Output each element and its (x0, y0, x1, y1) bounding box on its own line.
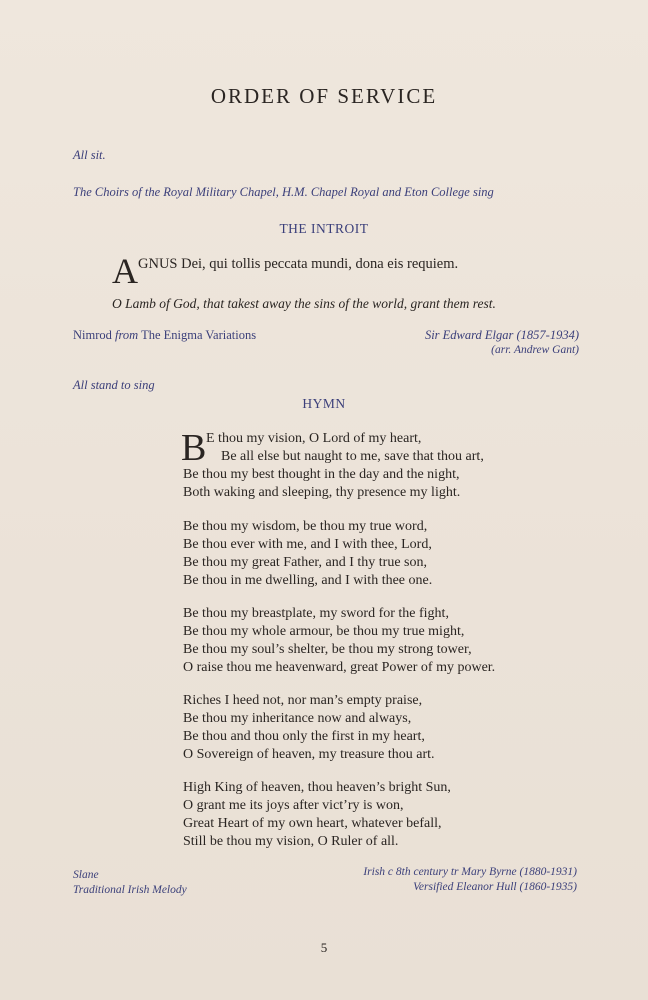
introit-latin-text: GNUS Dei, qui tollis peccata mundi, dona eis requiem. (138, 256, 459, 272)
hymn-line-3: Be thou my best thought in the day and the night, (183, 467, 460, 482)
hymn-line: Be thou my wisdom, be thou my true word, (183, 519, 428, 534)
rubric-all-sit: All sit. (73, 148, 106, 162)
hymn-line-1: E thou my vision, O Lord of my heart, (206, 431, 422, 446)
hymn-heading: HYMN (302, 396, 346, 411)
hymn-line: Riches I heed not, nor man’s empty praise, (183, 693, 423, 708)
hymn-line: O grant me its joys after vict’ry is won, (183, 798, 404, 813)
hymn-tune-origin: Traditional Irish Melody (73, 884, 187, 896)
hymn-line-2: Be all else but naught to me, save that thou art, (221, 449, 484, 464)
hymn-stanza-4 (183, 692, 435, 764)
hymn-line: Be thou my inheritance now and always, (183, 711, 412, 726)
hymn-drop-cap: B (181, 427, 207, 469)
rubric-choirs: The Choirs of the Royal Military Chapel, H.M. Chapel Royal and Eton College sing (73, 185, 494, 199)
page-number: 5 (320, 940, 328, 955)
hymn-line-4: Both waking and sleeping, thy presence my light. (183, 485, 461, 500)
hymn-versified: Versified Eleanor Hull (1860-1935) (413, 881, 577, 893)
hymn-tune: Slane (73, 869, 99, 881)
music-piece-from: from (115, 328, 139, 342)
music-piece-title: Nimrod (73, 328, 112, 342)
introit-drop-cap: A (112, 251, 138, 291)
hymn-line: Be thou my soul’s shelter, be thou my strong tower, (183, 642, 472, 657)
hymn-line: Be thou ever with me, and I with thee, Lord, (183, 537, 432, 552)
hymn-text-credit: Irish c 8th century tr Mary Byrne (1880-1931) (363, 866, 577, 878)
hymn-line: Be thou my breastplate, my sword for the fight, (183, 606, 449, 621)
hymn-stanza-2 (183, 518, 432, 590)
music-arranger: (arr. Andrew Gant) (491, 344, 579, 356)
hymn-line: High King of heaven, thou heaven’s bright Sun, (183, 780, 451, 795)
hymn-stanza-3 (183, 605, 495, 677)
music-piece (73, 328, 256, 343)
hymn-line: Be thou in me dwelling, and I with thee one. (183, 573, 433, 588)
hymn-stanza-5 (183, 779, 451, 851)
music-piece-work: The Enigma Variations (141, 328, 257, 342)
hymn-line: O raise thou me heavenward, great Power of my power. (183, 660, 496, 675)
music-composer: Sir Edward Elgar (1857-1934) (424, 328, 579, 342)
hymn-line: O Sovereign of heaven, my treasure thou art. (183, 747, 435, 762)
hymn-stanza-1 (181, 427, 484, 502)
introit-heading: THE INTROIT (279, 221, 369, 236)
rubric-all-stand: All stand to sing (73, 378, 155, 392)
hymn-line: Still be thou my vision, O Ruler of all. (183, 834, 399, 849)
hymn-line: Great Heart of my own heart, whatever befall, (183, 816, 442, 831)
introit-latin (112, 251, 459, 291)
hymn-line: Be thou and thou only the first in my heart, (183, 729, 425, 744)
page-title: ORDER OF SERVICE (210, 84, 438, 108)
hymn-line: Be thou my whole armour, be thou my true might, (183, 624, 465, 639)
hymn-line: Be thou my great Father, and I thy true son, (183, 555, 427, 570)
introit-english: O Lamb of God, that takest away the sins of the world, grant them rest. (112, 296, 496, 311)
